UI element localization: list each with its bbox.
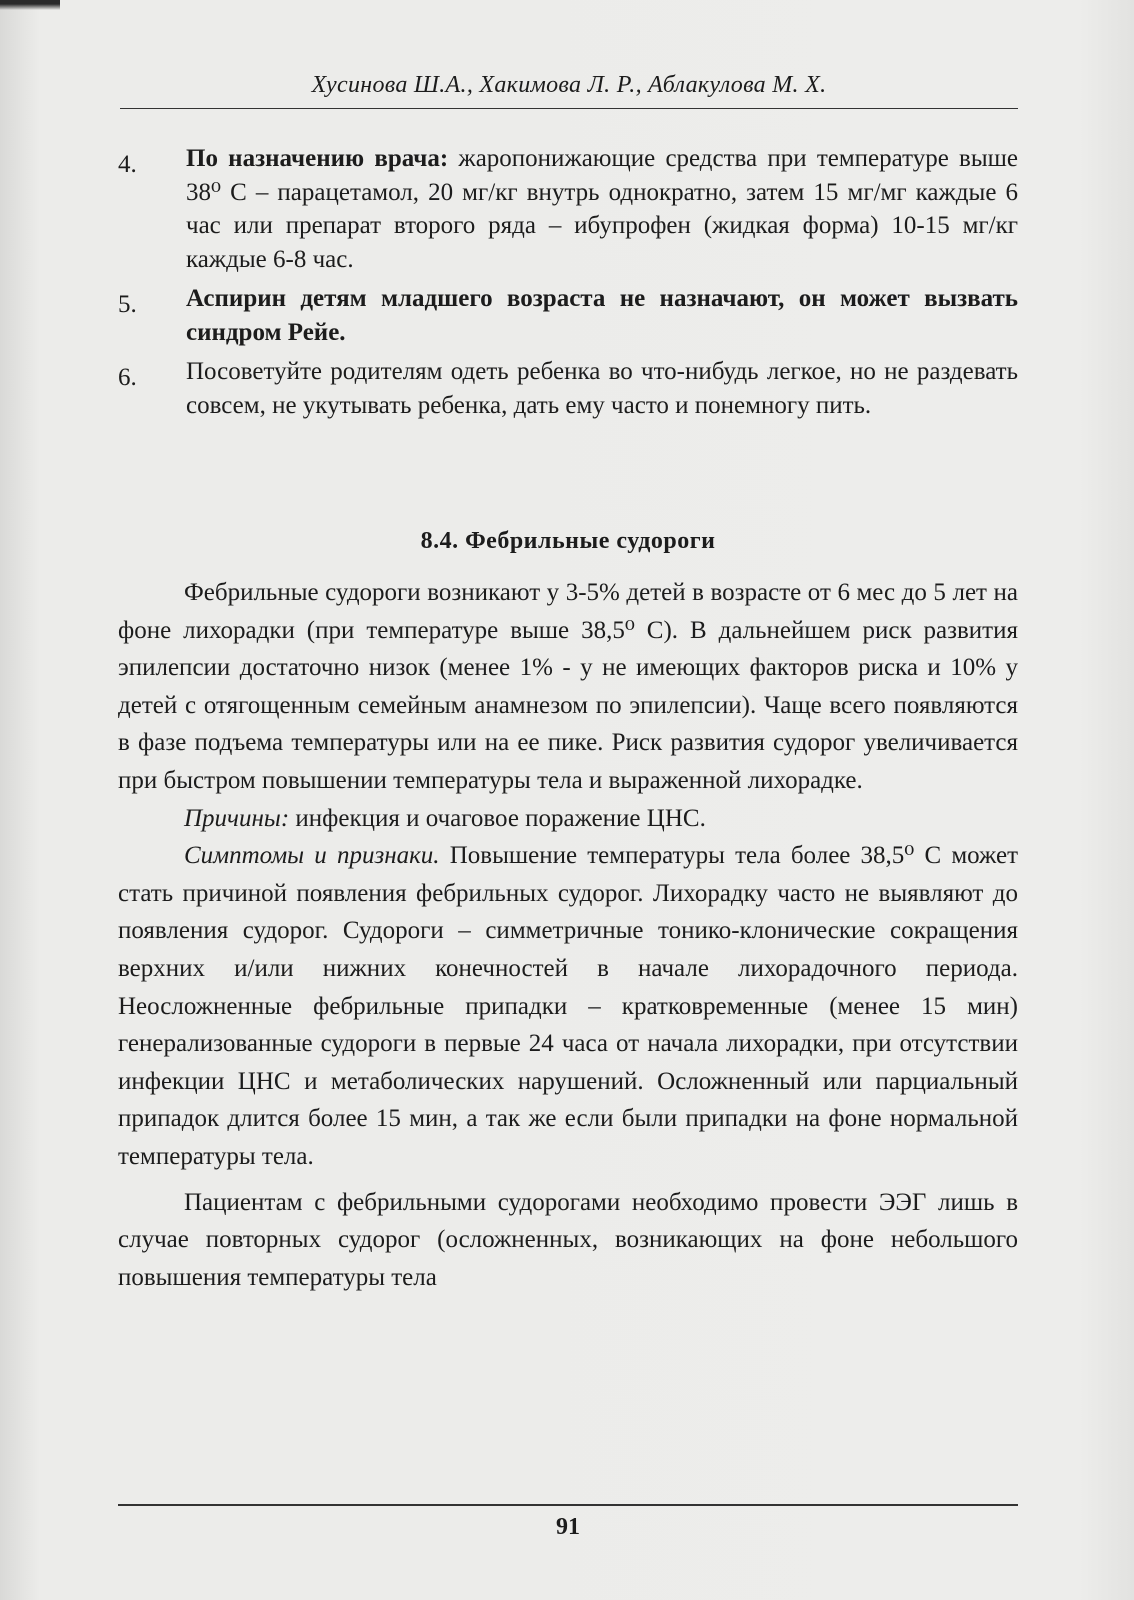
scan-edge-mark: [0, 0, 60, 10]
list-item: [118, 355, 1018, 422]
list-item-text: [186, 355, 1018, 422]
list-item-number: 5.: [118, 291, 137, 318]
footer-rule: [118, 1504, 1018, 1506]
list-item: [118, 282, 1018, 349]
list-item-text: [186, 282, 1018, 349]
list-item-text: [186, 142, 1018, 276]
paragraph-lead: Симптомы и признаки.: [184, 842, 440, 870]
list-item-bold: По назначению врача:: [186, 145, 449, 172]
list-item-number: 4.: [118, 151, 137, 178]
paragraph-body: инфекция и очаговое поражение ЦНС.: [289, 804, 706, 832]
body-text: [118, 574, 1018, 1296]
paragraph: [118, 800, 1018, 838]
list-item: [118, 142, 1018, 276]
list-item-number: 6.: [118, 364, 137, 391]
paragraph: [118, 1184, 1018, 1297]
paragraph: [118, 837, 1018, 1175]
paragraph-body: Фебрильные судороги возникают у 3-5% детей в возрасте от 6 мес до 5 лет на фоне лихорадки (при температуре выше 38,5⁰ С). В дальнейшем риск развития эпилепсии достаточно низок (менее 1% - у не имеющих факторов риска и 10% у детей с отягощенным семейным анамнезом по эпилепсии). Чаще всего появляются в фазе подъема температуры или на ее пике. Риск развития судорог увеличивается при быстром повышении температуры тела и выраженной лихорадке.: [118, 579, 1018, 794]
paragraph-body: Повышение температуры тела более 38,5⁰ С может стать причиной появления фебрильных судорог. Лихорадку часто не выявляют до появления судорог. Судороги – симметричные тонико-клонические сокращения верхних и/или нижних конечностей в начале лихорадочного периода. Неосложненные фебрильные припадки – кратковременные (менее 15 мин) генерализованные судороги в первые 24 часа от начала лихорадки, при отсутствии инфекции ЦНС и метаболических нарушений. Осложненный или парциальный припадок длится более 15 мин, а так же если были припадки на фоне нормальной температуры тела.: [118, 842, 1019, 1170]
header-rule: [120, 108, 1018, 109]
page-number: 91: [556, 1514, 580, 1540]
numbered-list: [118, 142, 1018, 428]
list-item-bold: Аспирин детям младшего возраста не назначают, он может вызвать синдром Рейе.: [186, 285, 1018, 346]
running-head: Хусинова Ш.А., Хакимова Л. Р., Аблакулова М. Х.: [311, 72, 827, 98]
list-item-body: Посоветуйте родителям одеть ребенка во что-нибудь легкое, но не раздевать совсем, не укутывать ребенка, дать ему часто и понемногу пить.: [186, 358, 1018, 419]
paragraph-body: Пациентам с фебрильными судорогами необходимо провести ЭЭГ лишь в случае повторных судорог (осложненных, возникающих на фоне небольшого повышения температуры тела: [118, 1188, 1018, 1291]
paragraph: [118, 574, 1018, 800]
paragraph-lead: Причины:: [184, 804, 290, 832]
list-item-body: жаропонижающие средства при температуре выше 38⁰ С – парацетамол, 20 мг/кг внутрь однократно, затем 15 мг/мг каждые 6 час или препарат второго ряда – ибупрофен (жидкая форма) 10-15 мг/кг каждые 6-8 час.: [186, 145, 1018, 273]
section-title: 8.4. Фебрильные судороги: [420, 528, 716, 554]
